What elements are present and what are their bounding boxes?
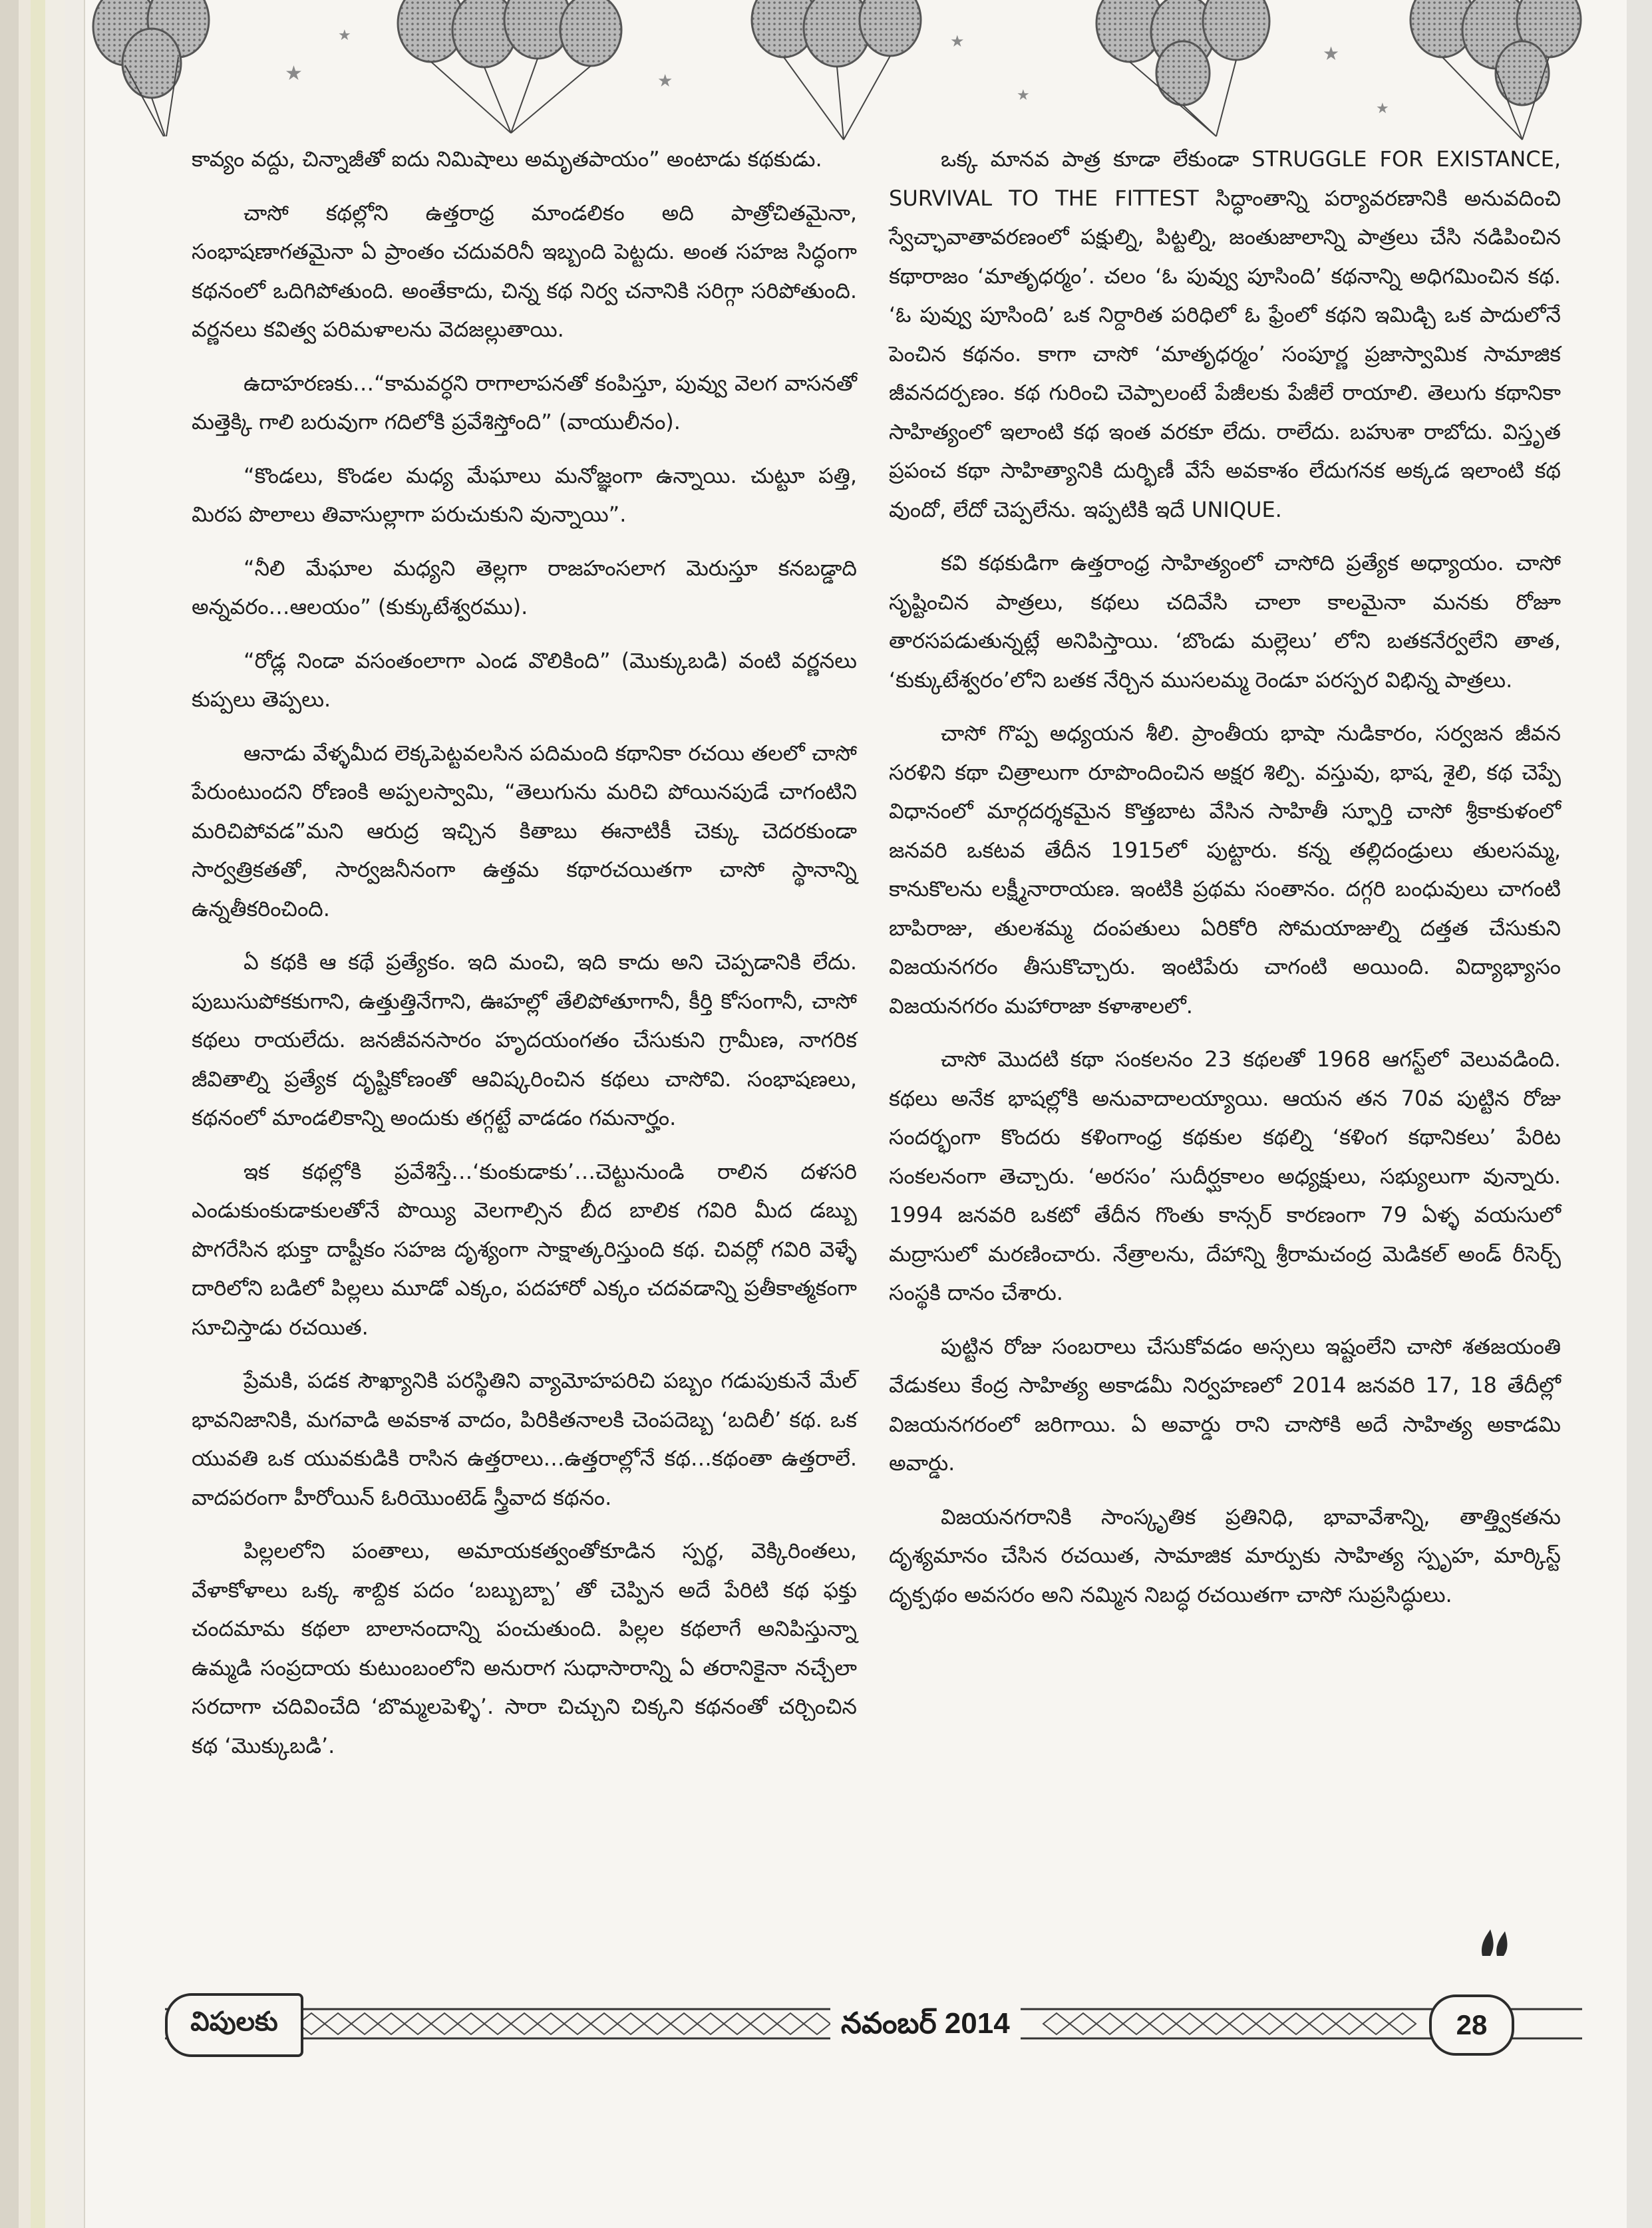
- svg-text:★: ★: [285, 62, 303, 85]
- page-edge-right: [1625, 0, 1652, 2228]
- end-mark-icon: [1476, 1926, 1516, 1959]
- paragraph: కవి కథకుడిగా ఉత్తరాంధ్ర సాహిత్యంలో చాసోది ప్రత్యేక అధ్యాయం. చాసో సృష్టించిన పాత్రలు, కథలు చదివేసి చాలా కాలమైనా మనకు రోజూ తారసపడుతున్నట్లే అనిపిస్తాయి. ‘బొండు మల్లెలు’ లోని బతకనేర్వలేని తాత, ‘కుక్కుటేశ్వరం’లోని బతక నేర్చిన ముసలమ్మ రెండూ పరస్పర విభిన్న పాత్రలు.: [889, 550, 1561, 693]
- balloon-cluster: [1410, 0, 1581, 140]
- paragraph: చాసో గొప్ప అధ్యయన శీలి. ప్రాంతీయ భాషా నుడికారం, సర్వజన జీవన సరళిని కథా చిత్రాలుగా రూపొందించిన అక్షర శిల్పి. వస్తువు, భాష, శైలి, కథ చెప్పే విధానంలో మార్గదర్శకమైన కొత్తబాట వేసిన సాహితీ స్ఫూర్తి చాసో శ్రీకాకుళంలో జనవరి ఒకటవ తేదీన 1915లో పుట్టారు. కన్న తల్లిదండ్రులు తులసమ్మ, కానుకొలను లక్ష్మీనారాయణ. ఇంటికి ప్రథమ సంతానం. దగ్గరి బంధువులు చాగంటి బాపిరాజు, తులశమ్మ దంపతులు ఏరికోరి సోమయాజుల్ని దత్తత చేసుకుని విజయనగరం తీసుకొచ్చారు. ఇంటిపేరు చాగంటి అయింది. విద్యాభ్యాసం విజయనగరం మహారాజా కళాశాలలో.: [889, 720, 1561, 1019]
- paragraph: ఒక్క మానవ పాత్ర కూడా లేకుండా STRUGGLE FOR EXISTANCE, SURVIVAL TO THE FITTEST సిద్ధాంతాన్ని పర్యావరణానికి అనువదించి స్వేచ్ఛావాతావరణంలో పక్షుల్ని, పిట్టల్ని, జంతుజాలాన్ని పాత్రలు చేసి నడిపించిన కథారాజం ‘మాతృధర్మం’. చలం ‘ఓ పువ్వు పూసింది’ కథనాన్ని అధిగమించిన కథ. ‘ఓ పువ్వు పూసింది’ ఒక నిర్దారిత పరిధిలో ఓ ఫ్రేంలో కథని ఇమిడ్చి ఒక పాదులోనే పెంచిన కథనం. కాగా చాసో ‘మాతృధర్మం’ సంపూర్ణ ప్రజాస్వామిక సామాజిక జీవనదర్పణం. కథ గురించి చెప్పాలంటే పేజీలకు పేజీలే రాయాలి. తెలుగు కథానికా సాహిత్యంలో ఇలాంటి కథ ఇంత వరకూ లేదు. రాలేదు. బహుశా రాబోదు. విస్తృత ప్రపంచ కథా సాహిత్యానికి దుర్భిణీ వేసే అవకాశం లేదుగనక అక్కడ ఇలాంటి కథ వుందో, లేదో చెప్పలేను. ఇప్పటికి ఇదే UNIQUE.: [889, 146, 1561, 522]
- paragraph: విజయనగరానికి సాంస్కృతిక ప్రతినిధి, భావావేశాన్ని, తాత్త్వికతను దృశ్యమానం చేసిన రచయిత, సామాజిక మార్పుకు సాహిత్య స్పృహ, మార్కిస్ట్ దృక్పథం అవసరం అని నమ్మిన నిబద్ధ రచయితగా చాసో సుప్రసిద్ధులు.: [889, 1504, 1561, 1607]
- magazine-logo: విపులకు: [165, 1993, 303, 2057]
- paragraph: కావ్యం వద్దు, చిన్నాజీతో ఐదు నిమిషాలు అమృతపాయం” అంటాడు కథకుడు.: [192, 146, 822, 172]
- paragraph: పిల్లలలోని పంతాలు, అమాయకత్వంతోకూడిన స్పర్థ, వెక్కిరింతలు, వేళాకోళాలు ఒక్క శాబ్దిక పదం ‘బబ్బుబ్బా’ తో చెప్పిన అదే పేరిటి కథ ఫక్తు చందమామ కథలా బాలానందాన్ని పంచుతుంది. పిల్లల కథలాగే అనిపిస్తున్నా ఉమ్మడి సంప్రదాయ కుటుంబంలోని అనురాగ సుధాసారాన్ని ఏ తరానికైనా నచ్చేలా సరదాగా చదివించేది ‘బొమ్మలపెళ్ళి’. సారా చిచ్చుని చిక్కని కథనంతో చర్చించిన కథ ‘మొక్కుబడి’.: [192, 1538, 857, 1758]
- page-edge: [31, 0, 45, 2228]
- page-footer: [165, 1990, 1582, 2057]
- paragraph: చాసో మొదటి కథా సంకలనం 23 కథలతో 1968 ఆగస్ట్‌లో వెలువడింది. కథలు అనేక భాషల్లోకి అనువాదాలయ్యాయి. ఆయన తన 70వ పుట్టిన రోజు సందర్భంగా కొందరు కళింగాంధ్ర కథకుల కథల్ని ‘కళింగ కథానికలు’ పేరిట సంకలనంగా తెచ్చారు. ‘అరసం’ సుదీర్ఘకాలం అధ్యక్షులు, సభ్యులుగా వున్నారు. 1994 జనవరి ఒకటో తేదీన గొంతు కాన్సర్ కారణంగా 79 ఏళ్ళ వయసులో మద్రాసులో మరణించారు. నేత్రాలను, దేహాన్ని శ్రీరామచంద్ర మెడికల్ అండ్ రీసెర్చ్ సంస్థకి దానం చేశారు.: [889, 1046, 1561, 1305]
- page-edge: [45, 0, 65, 2228]
- balloon-banner: [85, 0, 1627, 146]
- page-edge: [19, 0, 31, 2228]
- left-column: [192, 140, 857, 1780]
- balloon-cluster: [752, 0, 921, 140]
- svg-text:★: ★: [657, 71, 673, 91]
- paragraph: “కొండలు, కొండల మధ్య మేఘాలు మనోజ్ఞంగా ఉన్నాయి. చుట్టూ పత్తి, మిరప పొలాలు తివాసుల్లాగా పరుచుకుని వున్నాయి”.: [192, 462, 857, 527]
- svg-text:★: ★: [950, 32, 965, 51]
- balloon-cluster: [1096, 0, 1269, 136]
- svg-text:★: ★: [1017, 87, 1030, 104]
- svg-text:★: ★: [1323, 43, 1340, 65]
- paragraph: ఆనాడు వేళ్ళమీద లెక్కపెట్టవలసిన పదిమంది కథానికా రచయి తలలో చాసో పేరుంటుందని రోణంకి అప్పలస్వామి, “తెలుగును మరిచి పోయినపుడే చాగంటిని మరిచిపోవడ”మని ఆరుద్ర ఇచ్చిన కితాబు ఈనాటికీ చెక్కు చెదరకుండా సార్వత్రికతతో, సార్వజనీనంగా ఉత్తమ కథారచయితగా చాసో స్థానాన్ని ఉన్నతీకరించింది.: [192, 740, 857, 921]
- page-number: 28: [1429, 1994, 1514, 2056]
- paragraph: ఇక కథల్లోకి ప్రవేశిస్తే…‘కుంకుడాకు’…చెట్టునుండి రాలిన దళసరి ఎండుకుంకుడాకులతోనే పొయ్యి వెలగాల్సిన బీద బాలిక గవిరి మీద డబ్బు పొగరేసిన భుక్తా దాష్టీకం సహజ దృశ్యంగా సాక్షాత్కరిస్తుంది కథ. చివర్లో గవిరి వెళ్ళే దారిలోని బడిలో పిల్లలు మూడో ఎక్కం, పదహారో ఎక్కం చదవడాన్ని ప్రతీకాత్మకంగా సూచిస్తాడు రచయిత.: [192, 1158, 857, 1340]
- paragraph: ఏ కథకి ఆ కథే ప్రత్యేకం. ఇది మంచి, ఇది కాదు అని చెప్పడానికి లేదు. పుబుసుపోకకుగాని, ఉత్తుత్తినేగాని, ఊహల్లో తేలిపోతూగానీ, కీర్తి కోసంగానీ, చాసో కథలు రాయలేదు. జనజీవనసారం హృదయంగతం చేసుకుని గ్రామీణ, నాగరిక జీవితాల్ని ప్రత్యేక దృష్టికోణంతో ఆవిష్కరించిన కథలు చాసోవి. సంభాషణలు, కథనంలో మాండలికాన్ని అందుకు తగ్గట్టే వాడడం గమనార్హం.: [192, 949, 857, 1130]
- page-edge: [65, 0, 85, 2228]
- right-column: [889, 140, 1561, 1629]
- svg-text:★: ★: [338, 27, 351, 44]
- paragraph: పుట్టిన రోజు సంబరాలు చేసుకోవడం అస్సలు ఇష్టంలేని చాసో శతజయంతి వేడుకలు కేంద్ర సాహిత్య అకాడమీ నిర్వహణలో 2014 జనవరి 17, 18 తేదీల్లో విజయనగరంలో జరిగాయి. ఏ అవార్డు రాని చాసోకి అదే సాహిత్య అకాడమి అవార్డు.: [889, 1333, 1561, 1476]
- page-edge: [0, 0, 19, 2228]
- issue-date: నవంబర్ 2014: [830, 2005, 1021, 2042]
- svg-text:★: ★: [1376, 100, 1389, 117]
- magazine-page: [85, 0, 1627, 2228]
- paragraph: “నీలి మేఘాల మధ్యని తెల్లగా రాజహంసలాగ మెరుస్తూ కనబడ్డాది అన్నవరం…ఆలయం” (కుక్కుటేశ్వరము).: [192, 555, 857, 619]
- paragraph: ఉదాహరణకు…“కామవర్ధని రాగాలాపనతో కంపిస్తూ, పువ్వు వెలగ వాసనతో మత్తెక్కి గాలి బరువుగా గదిలోకి ప్రవేశిస్తోంది” (వాయులీనం).: [192, 370, 857, 434]
- paragraph: చాసో కథల్లోని ఉత్తరాధ్ర మాండలికం అది పాత్రోచితమైనా, సంభాషణాగతమైనా ఏ ప్రాంతం చదువరినీ ఇబ్బంది పెట్టదు. అంత సహజ సిద్ధంగా కథనంలో ఒదిగిపోతుంది. అంతేకాదు, చిన్న కథ నిర్వ చనానికి సరిగ్గా సరిపోతుంది. వర్ణనలు కవిత్వ పరిమళాలను వెదజల్లుతాయి.: [192, 200, 857, 342]
- balloon-cluster: [93, 0, 209, 136]
- paragraph: “రోడ్ల నిండా వసంతంలాగా ఎండ వొలికింది” (మొక్కుబడి) వంటి వర్ణనలు కుప్పలు తెప్పలు.: [192, 647, 857, 712]
- paragraph: ప్రేమకి, పడక సౌఖ్యానికి పరస్థితిని వ్యామోహపరిచి పబ్బం గడుపుకునే మేల్ భావనిజానికి, మగవాడి అవకాశ వాదం, పిరికితనాలకి చెంపదెబ్బ ‘బదిలీ’ కథ. ఒక యువతి ఒక యువకుడికి రాసిన ఉత్తరాలు…ఉత్తరాల్లోనే కథ…కథంతా ఉత్తరాలే. వాదపరంగా హీరోయిన్ ఓరియొంటెడ్ స్త్రీవాద కథనం.: [192, 1368, 857, 1510]
- balloon-cluster: [398, 0, 621, 133]
